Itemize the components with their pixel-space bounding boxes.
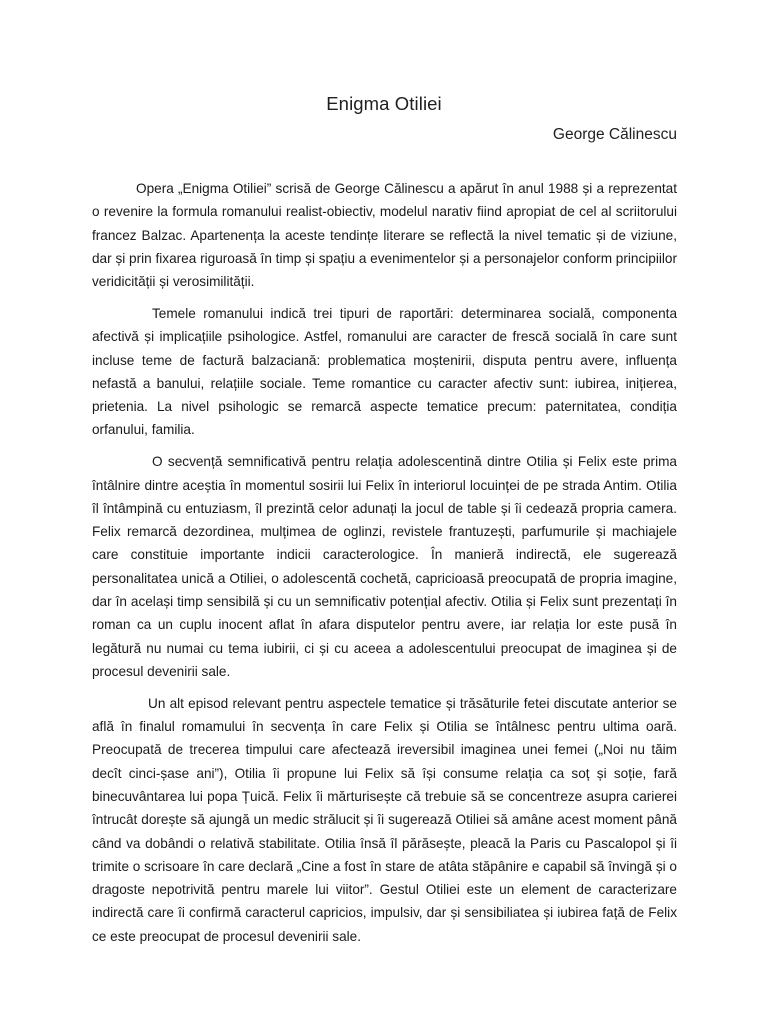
paragraph-3: O secvență semnificativă pentru relația adolescentină dintre Otilia și Felix este prima întâlnire dintre aceștia în momentul sosirii lui Felix în interiorul locuinței de pe strada Antim. Otilia îl întâmpină cu entuziasm, îl prezintă celor adunați la jocul de table și îi cedează propria camera. Felix remarcă dezordinea, mulțimea de oglinzi, revistele frantuzești, parfumurile și machiajele care constituie importante indicii caracterologice. În manieră indirectă, ele sugerează personalitatea unică a Otiliei, o adolescentă cochetă, capricioasă preocupată de propria imagine, dar în același timp sensibilă și cu un semnificativ potențial afectiv. Otilia și Felix sunt prezentați în roman ca un cuplu inocent aflat în afara disputelor pentru avere, iar relația lor este pusă în legătură nu numai cu tema iubirii, ci și cu aceea a adolescentului preocupat de imaginea și de procesul devenirii sale.: [92, 454, 677, 679]
paragraph-4: Un alt episod relevant pentru aspectele tematice și trăsăturile fetei discutate anterior se află în finalul romamului în secvența în care Felix și Otilia se întâlnesc pentru ultima oară. Preocupată de trecerea timpului care afectează ireversibil imaginea unei femei („Noi nu tăim decît cinci-șase ani”), Otilia îi propune lui Felix să își consume relația ca soț și soție, fară binecuvântarea lui popa Țuică. Felix îi mărturisește că trebuie să se concentreze asupra carierei întrucât dorește să ajungă un medic strălucit și îi sugerează Otiliei să amâne acest moment până când va dobândi o relativă stabilitate. Otilia însă îl părăsește, pleacă la Paris cu Pascalopol și îi trimite o scrisoare în care declară „Cine a fost în stare de atâta stăpânire e capabil să învingă și o dragoste nepotrivită pentru marele lui viitor”. Gestul Otiliei este un element de caracterizare indirectă care îi confirmă caracterul capricios, impulsiv, dar și sensibiliatea și iubirea față de Felix ce este preocupat de procesul devenirii sale.: [92, 695, 677, 944]
document-body: [92, 177, 677, 957]
document-author: George Călinescu: [552, 126, 677, 143]
paragraph-2: Temele romanului indică trei tipuri de raportări: determinarea socială, componenta afectivă și implicațiile psihologice. Astfel, romanului are caracter de frescă socială în care sunt incluse teme de factură balzaciană: problematica moștenirii, disputa pentru avere, influența nefastă a banului, relațiile sociale. Teme romantice cu caracter afectiv sunt: iubirea, inițierea, prietenia. La nivel psihologic se remarcă aspecte tematice precum: paternitatea, condiția orfanului, familia.: [92, 305, 677, 438]
paragraph-1: Opera „Enigma Otiliei” scrisă de George Călinescu a apărut în anul 1988 și a reprezentat o revenire la formula romanului realist-obiectiv, modelul narativ fiind apropiat de cel al scriitorului francez Balzac. Apartenența la aceste tendințe literare se reflectă la nivel tematic și de viziune, dar și prin fixarea riguroasă în timp și spațiu a evenimentelor și a personajelor conform principiilor veridicității și verosimilității.: [92, 181, 677, 290]
document-title: Enigma Otiliei: [326, 93, 442, 114]
